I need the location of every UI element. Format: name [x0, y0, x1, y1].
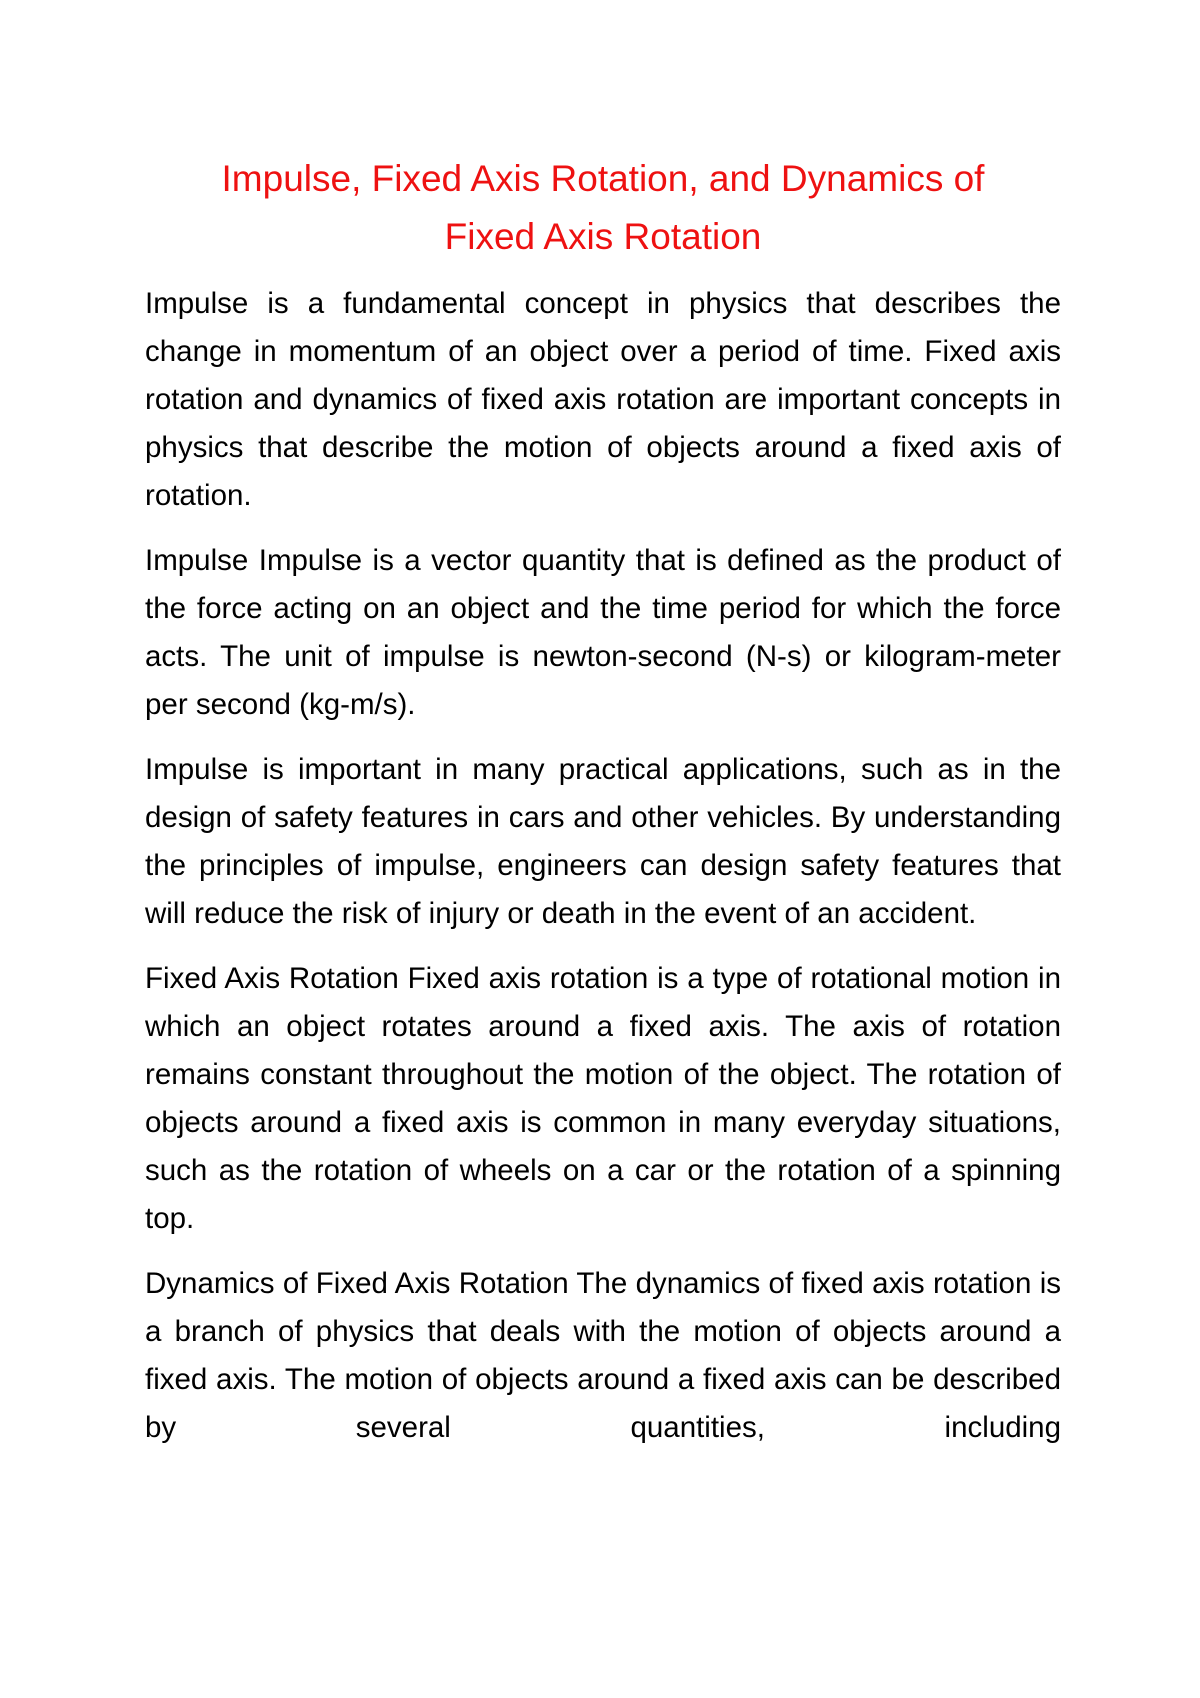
title-line-2: Fixed Axis Rotation — [444, 216, 762, 257]
paragraph-intro: Impulse is a fundamental concept in physics that describes the change in momentum of an object over a period of time. Fixed axis rotation and dynamics of fixed axis rotation are important concepts in physics that describe the motion of objects around a fixed axis of rotation. — [145, 287, 1061, 512]
paragraph-impulse: Impulse Impulse is a vector quantity that is defined as the product of the force acting on an object and the time period for which the force acts. The unit of impulse is newton-second (N-s) or kilogram-meter per second (kg-m/s). — [145, 544, 1061, 721]
title-line-1: Impulse, Fixed Axis Rotation, and Dynamics of — [221, 158, 985, 199]
paragraph-fixed-axis-rotation: Fixed Axis Rotation Fixed axis rotation is a type of rotational motion in which an object rotates around a fixed axis. The axis of rotation remains constant throughout the motion of the object. The rotation of objects around a fixed axis is common in many everyday situations, such as the rotation of wheels on a car or the rotation of a spinning top. — [145, 962, 1061, 1235]
document-title — [145, 150, 1061, 266]
document-body — [145, 150, 1061, 1469]
paragraph-dynamics: Dynamics of Fixed Axis Rotation The dynamics of fixed axis rotation is a branch of physics that deals with the motion of objects around a fixed axis. The motion of objects around a fixed axis can be described by several quantities, including — [145, 1267, 1061, 1444]
paragraph-impulse-applications: Impulse is important in many practical applications, such as in the design of safety features in cars and other vehicles. By understanding the principles of impulse, engineers can design safety features that will reduce the risk of injury or death in the event of an accident. — [145, 753, 1061, 930]
